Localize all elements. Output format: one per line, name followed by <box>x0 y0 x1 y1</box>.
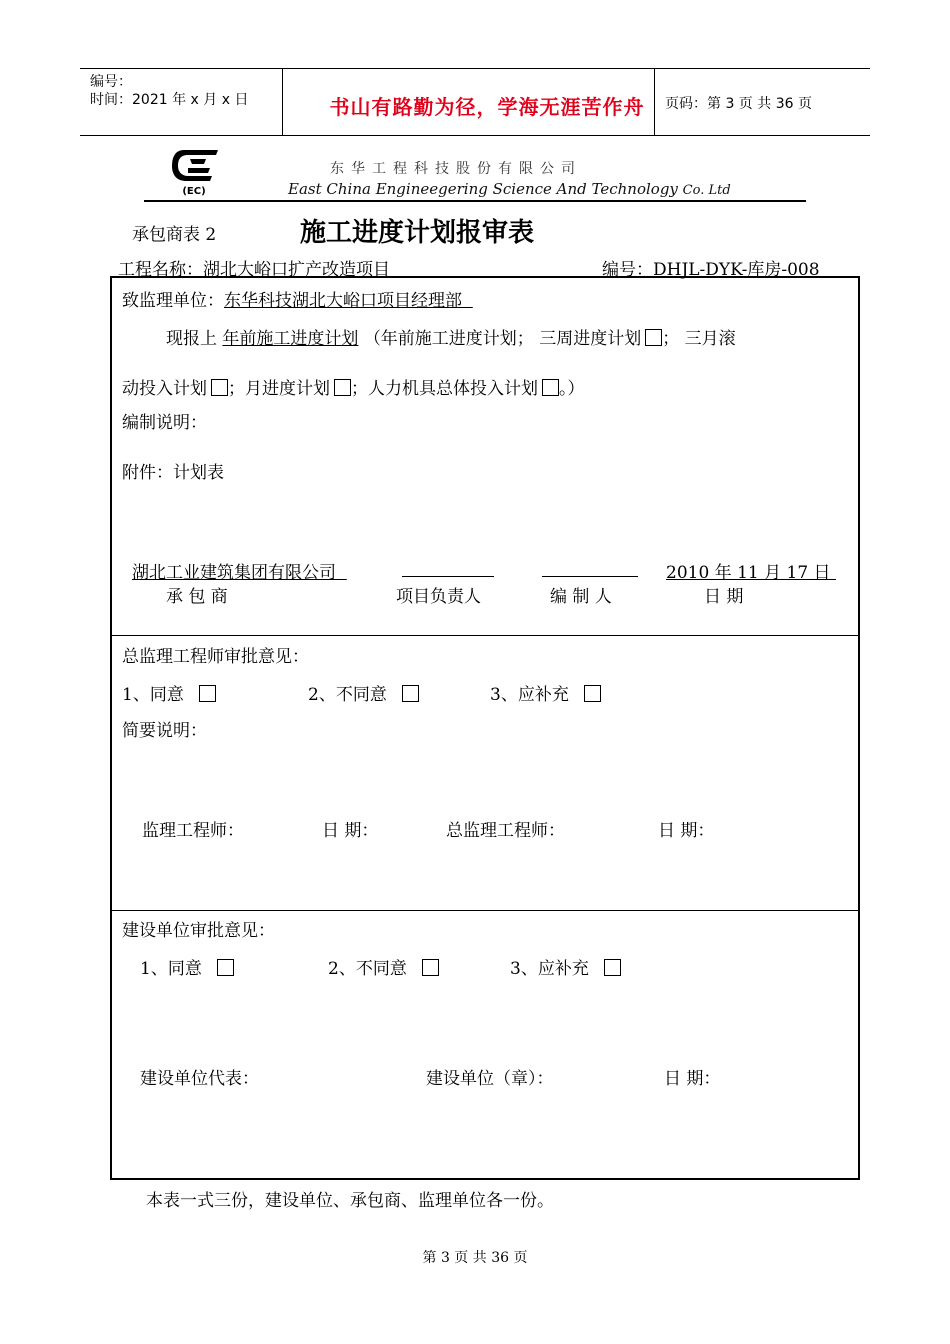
logo-text: (EC) <box>182 186 206 197</box>
motto: 书山有路勤为径，学海无涯苦作舟 <box>329 95 645 119</box>
number-label: 编号： <box>602 260 653 280</box>
engineer-label: 监理工程师： <box>142 821 244 841</box>
sig-contractor: 承 包 商 <box>166 587 228 607</box>
note-label: 编制说明： <box>122 413 207 433</box>
owner-opt2: 2、不同意 <box>328 954 439 979</box>
form-code: 承包商表 2 <box>132 225 217 245</box>
section-divider <box>112 910 858 911</box>
sig-author: 编 制 人 <box>550 587 612 607</box>
to-line <box>122 286 473 311</box>
supervisor-heading: 总监理工程师审批意见： <box>122 647 309 667</box>
option-rolling-label: 动投入计划 <box>122 379 207 399</box>
form-box <box>110 276 860 1180</box>
owner-disagree-checkbox[interactable] <box>422 959 439 976</box>
options-line1: （年前施工进度计划； 三周进度计划 <box>363 329 642 349</box>
company-name-en <box>288 180 731 198</box>
owner-seal-label: 建设单位（章）： <box>426 1069 554 1089</box>
rolling-plan-checkbox[interactable] <box>211 379 228 396</box>
owner-heading: 建设单位审批意见： <box>122 921 275 941</box>
form-title: 施工进度计划报审表 <box>300 218 535 248</box>
contractor-name: 湖北工业建筑集团有限公司 <box>132 563 336 583</box>
to-value: 东华科技湖北大峪口项目经理部 <box>224 291 462 311</box>
attachment: 附件：计划表 <box>122 463 224 483</box>
resources-plan-checkbox[interactable] <box>542 379 559 396</box>
report-value: 年前施工进度计划 <box>222 329 359 349</box>
sig-date: 日 期 <box>704 587 744 607</box>
options-line2 <box>122 374 585 399</box>
time-label: 时间：2021 年 x 月 x 日 <box>90 92 249 108</box>
engineer-date-label: 日 期： <box>322 821 379 841</box>
supervisor-supplement-checkbox[interactable] <box>584 685 601 702</box>
owner-rep-label: 建设单位代表： <box>140 1069 259 1089</box>
page-info: 页码：第 3 页 共 36 页 <box>665 96 812 112</box>
owner-opt3: 3、应补充 <box>510 954 621 979</box>
option-end: 。） <box>559 379 585 399</box>
section-divider <box>112 635 858 636</box>
supervisor-opt2: 2、不同意 <box>308 680 419 705</box>
date-value: 2010 年 11 月 17 日 <box>666 563 831 583</box>
report-line <box>166 324 736 349</box>
company-logo-icon <box>166 146 222 198</box>
author-signature-line[interactable] <box>542 576 638 577</box>
header-meta <box>90 73 248 109</box>
owner-opt1: 1、同意 <box>140 954 234 979</box>
supervisor-disagree-checkbox[interactable] <box>402 685 419 702</box>
company-name-cn: 东华工程科技股份有限公司 <box>330 161 582 177</box>
project-label: 工程名称： <box>118 260 203 280</box>
company-name-en-main: East China Engineegering Science And Technology <box>288 180 678 198</box>
option-resources-label: ；人力机具总体投入计划 <box>351 379 538 399</box>
option-monthly-label: ；月进度计划 <box>228 379 330 399</box>
company-name-en-suffix: Co. Ltd <box>682 183 731 198</box>
code-label: 编号： <box>90 74 132 90</box>
page-footer: 第 3 页 共 36 页 <box>422 1250 528 1266</box>
supervisor-opt1: 1、同意 <box>122 680 216 705</box>
supervisor-agree-checkbox[interactable] <box>199 685 216 702</box>
header-table <box>80 68 870 136</box>
header-rule <box>144 200 806 202</box>
project-name: 湖北大峪口扩产改造项目 <box>203 260 390 280</box>
options-line1-tail: ； 三月滚 <box>662 329 736 349</box>
to-label: 致监理单位： <box>122 291 224 311</box>
owner-date-label: 日 期： <box>664 1069 721 1089</box>
monthly-plan-checkbox[interactable] <box>334 379 351 396</box>
report-prefix: 现报上 <box>166 329 217 349</box>
chief-date-label: 日 期： <box>658 821 715 841</box>
number-value: DHJL-DYK-库房-008 <box>653 260 820 280</box>
supervisor-opt3: 3、应补充 <box>490 680 601 705</box>
header-divider <box>282 69 283 135</box>
brief-label: 简要说明： <box>122 721 207 741</box>
owner-agree-checkbox[interactable] <box>217 959 234 976</box>
owner-supplement-checkbox[interactable] <box>604 959 621 976</box>
chief-engineer-label: 总监理工程师： <box>446 821 565 841</box>
three-week-checkbox[interactable] <box>645 329 662 346</box>
manager-signature-line[interactable] <box>402 576 494 577</box>
sig-manager: 项目负责人 <box>396 587 481 607</box>
footer-note: 本表一式三份，建设单位、承包商、监理单位各一份。 <box>146 1191 554 1211</box>
